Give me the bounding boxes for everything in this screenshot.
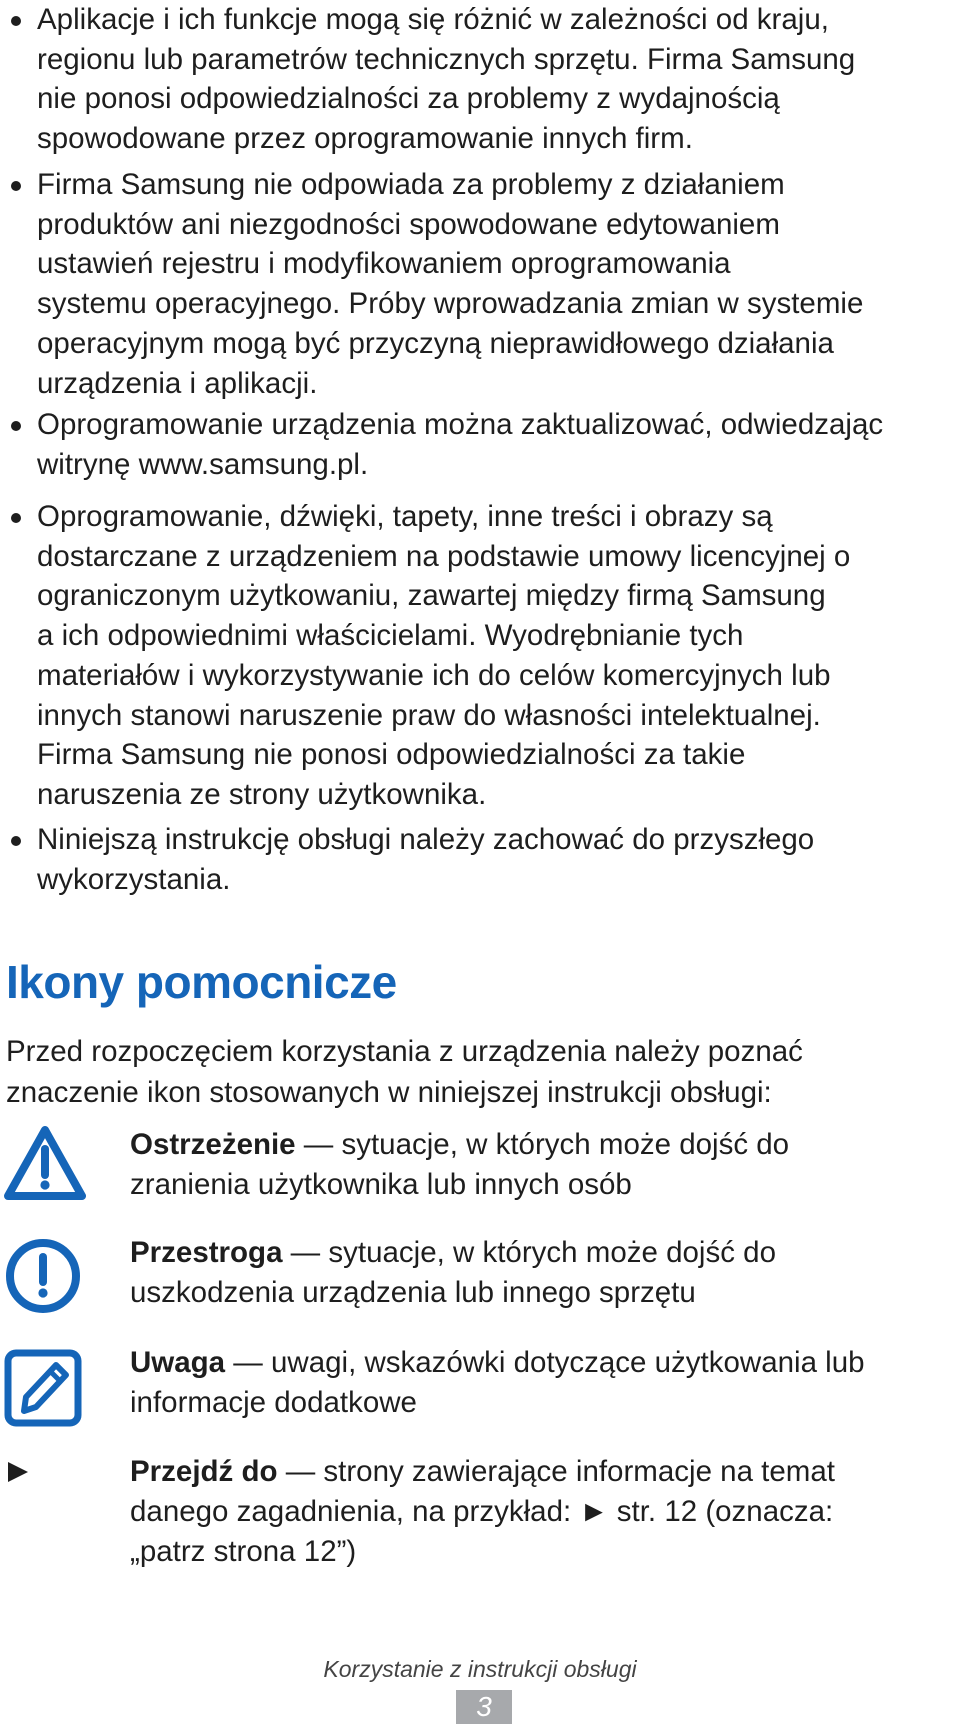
legend-note-text xyxy=(130,1343,950,1423)
legend-description: — sytuacje, w których może dojść do xyxy=(282,1236,776,1269)
text-line: informacje dodatkowe xyxy=(130,1386,417,1419)
text-line: Niniejszą instrukcję obsługi należy zachować do przyszłego xyxy=(37,823,815,856)
bullet-dot-icon xyxy=(11,181,21,191)
text-line: zranienia użytkownika lub innych osób xyxy=(130,1168,632,1201)
bullet-dot-icon xyxy=(11,421,21,431)
text-line: Oprogramowanie urządzenia można zaktualizować, odwiedzając xyxy=(37,408,884,441)
list-item xyxy=(6,820,950,899)
text-line: operacyjnym mogą być przyczyną nieprawidłowego działania xyxy=(37,326,834,360)
list-item xyxy=(6,165,950,403)
text-line: a ich odpowiednimi właścicielami. Wyodrębnianie tych xyxy=(37,619,744,653)
text-line: danego zagadnienia, na przykład: ► str. 12 (oznacza: xyxy=(130,1495,834,1528)
text-line: dostarczane z urządzeniem na podstawie umowy licencyjnej o xyxy=(37,539,851,573)
bullet-dot-icon xyxy=(11,513,21,523)
legend-description: — sytuacje, w których może dojść do xyxy=(295,1128,790,1161)
warning-triangle-icon xyxy=(4,1125,86,1203)
list-item xyxy=(6,405,950,484)
text-line: spowodowane przez oprogramowanie innych firm. xyxy=(37,122,693,156)
text-line: Firma Samsung nie ponosi odpowiedzialności za takie xyxy=(37,738,746,772)
legend-term: Uwaga xyxy=(130,1346,226,1379)
text-line: systemu operacyjnego. Próby wprowadzania zmian w systemie xyxy=(37,287,864,321)
text-line: Oprogramowanie, dźwięki, tapety, inne treści i obrazy są xyxy=(37,500,773,533)
text-line: Przed rozpoczęciem korzystania z urządzenia należy poznać xyxy=(6,1035,803,1068)
legend-term: Przejdź do xyxy=(130,1455,278,1488)
text-line: nie ponosi odpowiedzialności za problemy z wydajnością xyxy=(37,82,780,116)
footer-caption: Korzystanie z instrukcji obsługi xyxy=(323,1656,637,1682)
text-line: „patrz strona 12”) xyxy=(130,1535,357,1568)
text-line: materiałów i wykorzystywanie ich do celów komercyjnych lub xyxy=(37,658,831,692)
text-line: Firma Samsung nie odpowiada za problemy z działaniem xyxy=(37,168,785,201)
bullet-dot-icon xyxy=(11,16,21,26)
legend-caution-text xyxy=(130,1233,950,1313)
text-line: znaczenie ikon stosowanych w niniejszej instrukcji obsługi: xyxy=(6,1076,772,1109)
section-title: Ikony pomocnicze xyxy=(6,956,397,1008)
text-line: innych stanowi naruszenie praw do własności intelektualnej. xyxy=(37,698,821,732)
text-line: urządzenia i aplikacji. xyxy=(37,366,318,400)
note-pencil-icon xyxy=(4,1349,82,1427)
text-line: ustawień rejestru i modyfikowaniem oprogramowania xyxy=(37,247,731,281)
text-line: wykorzystania. xyxy=(37,862,231,896)
legend-description: — strony zawierające informacje na temat xyxy=(277,1455,835,1488)
legend-goto-text xyxy=(130,1452,950,1572)
text-line: uszkodzenia urządzenia lub innego sprzętu xyxy=(130,1276,696,1309)
arrow-right-icon xyxy=(6,1460,30,1484)
legend-description: — uwagi, wskazówki dotyczące użytkowania lub xyxy=(225,1346,865,1379)
caution-circle-icon xyxy=(4,1237,82,1315)
section-intro xyxy=(6,1031,946,1113)
text-line: regionu lub parametrów technicznych sprzętu. Firma Samsung xyxy=(37,42,856,76)
page-number-badge: 3 xyxy=(456,1690,512,1724)
legend-term: Przestroga xyxy=(130,1236,283,1269)
text-line: naruszenia ze strony użytkownika. xyxy=(37,777,487,811)
legend-term: Ostrzeżenie xyxy=(130,1128,296,1161)
list-item xyxy=(6,497,950,815)
legend-warning-text xyxy=(130,1125,950,1205)
text-line: Aplikacje i ich funkcje mogą się różnić w zależności od kraju, xyxy=(37,3,829,36)
text-line: ograniczonym użytkowaniu, zawartej między firmą Samsung xyxy=(37,579,826,613)
list-item xyxy=(6,0,950,159)
text-line: produktów ani niezgodności spowodowane edytowaniem xyxy=(37,207,780,241)
text-line: witrynę www.samsung.pl. xyxy=(37,447,369,481)
bullet-dot-icon xyxy=(11,836,21,846)
